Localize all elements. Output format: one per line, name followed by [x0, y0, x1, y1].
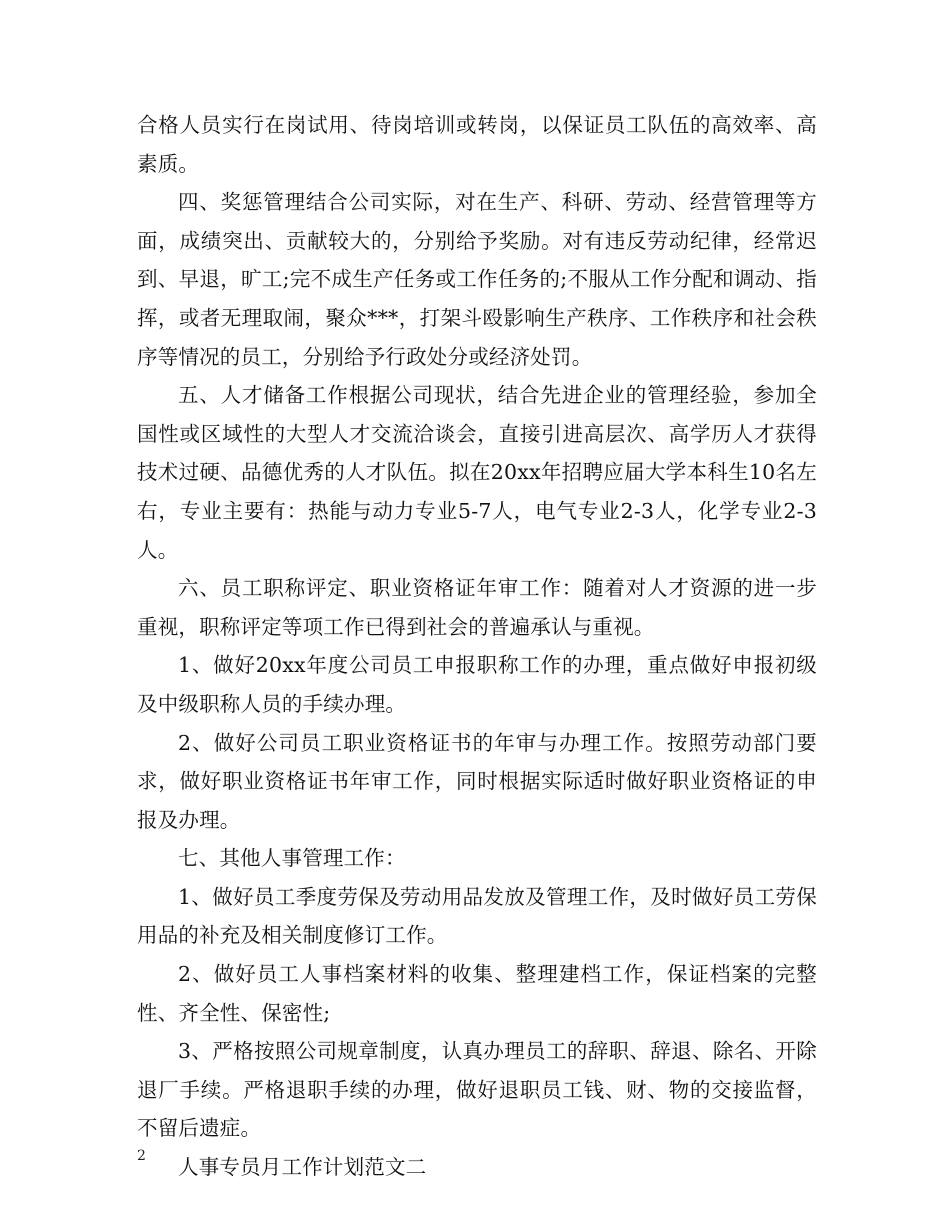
paragraph-10: 3、严格按照公司规章制度，认真办理员工的辞职、辞退、除名、开除退厂手续。严格退职手续的办理，做好退职员工钱、财、物的交接监督，不留后遗症。 — [137, 1039, 817, 1141]
paragraph-7: 七、其他人事管理工作： — [178, 846, 406, 871]
paragraph-9: 2、做好员工人事档案材料的收集、整理建档工作，保证档案的完整性、齐全性、保密性; — [137, 962, 817, 1025]
paragraph-8: 1、做好员工季度劳保及劳动用品发放及管理工作，及时做好员工劳保用品的补充及相关制度修订工作。 — [137, 884, 817, 948]
section-heading: 人事专员月工作计划范文二 — [178, 1155, 427, 1180]
paragraph-5: 1、做好20xx年度公司员工申报职称工作的办理，重点做好申报初级及中级职称人员的手续办理。 — [137, 653, 817, 716]
paragraph-2: 四、奖惩管理结合公司实际，对在生产、科研、劳动、经营管理等方面，成绩突出、贡献较大的，分别给予奖励。对有违反劳动纪律，经常迟到、早退，旷工;完不成生产任务或工作任务的;不服从工作分配和调动、指挥，或者无理取闹，聚众***，打架斗殴影响生产秩序、工作秩序和社会秩序等情况的员工，分别给予行政处分或经济处罚。 — [137, 190, 817, 369]
paragraph-6: 2、做好公司员工职业资格证书的年审与办理工作。按照劳动部门要求，做好职业资格证书年审工作，同时根据实际适时做好职业资格证的申报及办理。 — [137, 730, 817, 832]
paragraph-4: 六、员工职称评定、职业资格证年审工作：随着对人才资源的进一步重视，职称评定等项工作已得到社会的普遍承认与重视。 — [137, 576, 817, 639]
paragraph-1: 合格人员实行在岗试用、待岗培训或转岗，以保证员工队伍的高效率、高素质。 — [137, 113, 817, 176]
paragraph-3: 五、人才储备工作根据公司现状，结合先进企业的管理经验，参加全国性或区域性的大型人才交流洽谈会，直接引进高层次、高学历人才获得技术过硬、品德优秀的人才队伍。拟在20xx年招聘应届大学本科生10名左右，专业主要有：热能与动力专业5-7人，电气专业2-3人，化学专业2-3人。 — [137, 383, 817, 562]
document-body — [137, 106, 817, 1187]
page-number: 2 — [137, 1148, 146, 1164]
